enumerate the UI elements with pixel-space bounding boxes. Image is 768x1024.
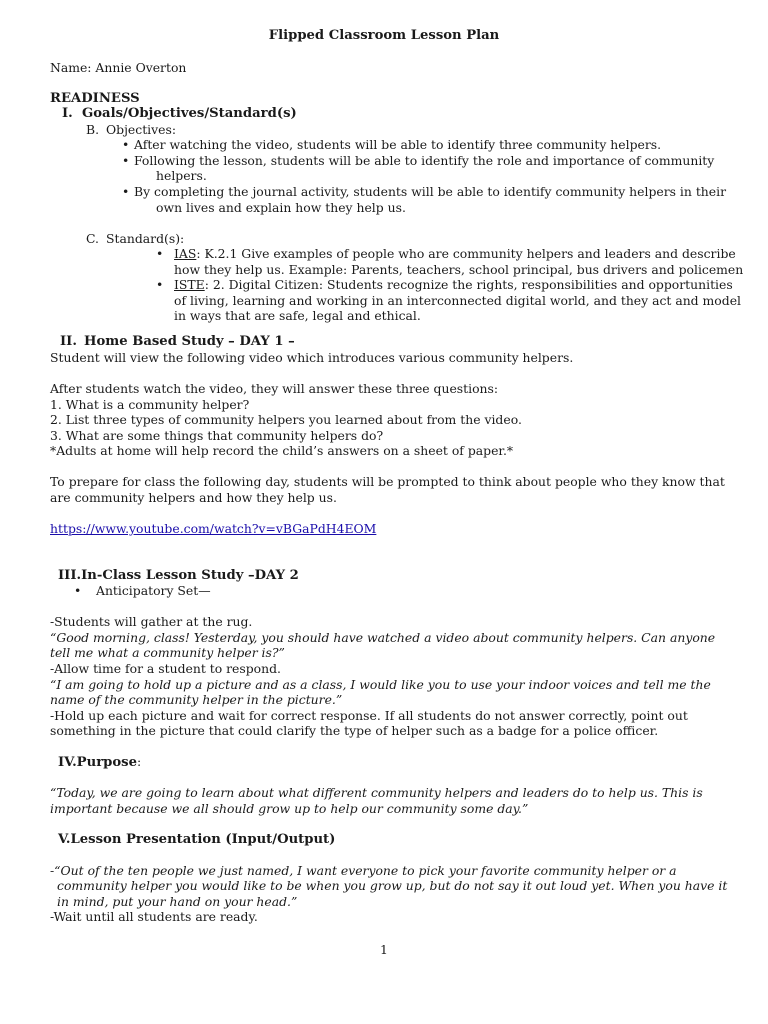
objectives-label: Objectives:	[106, 122, 177, 137]
iste-tag: ISTE	[174, 277, 205, 292]
bullet-icon: •	[74, 583, 82, 598]
question-2: 2. List three types of community helpers you learned about from the video.	[50, 412, 522, 427]
objective-1: After watching the video, students will be able to identify three community helpers.	[134, 137, 662, 152]
objective-3-cont: own lives and explain how they help us.	[156, 200, 406, 215]
iste-standard-line1	[174, 277, 733, 293]
adult-note: *Adults at home will help record the child’s answers on a sheet of paper.*	[50, 443, 514, 458]
section-2-title: Home Based Study – DAY 1 –	[84, 334, 295, 349]
bullet-icon: •	[122, 184, 130, 199]
objective-2: Following the lesson, students will be able to identify the role and importance of community	[134, 153, 715, 168]
section-2-intro: Student will view the following video which introduces various community helpers.	[50, 350, 574, 365]
presentation-line-2: community helper you would like to be when you grow up, but do not say it out loud yet. When you have it	[57, 878, 728, 893]
page-number: 1	[380, 942, 388, 957]
lesson-line: -Hold up each picture and wait for correct response. If all students do not answer correctly, point out	[50, 708, 688, 723]
bullet-icon: •	[122, 137, 130, 152]
section-1-title: Goals/Objectives/Standard(s)	[82, 106, 297, 121]
questions-intro: After students watch the video, they will answer these three questions:	[50, 381, 499, 396]
standards-label: Standard(s):	[106, 231, 185, 246]
teacher-quote: “I am going to hold up a picture and as a class, I would like you to use your indoor voices and tell me the	[50, 677, 711, 692]
iste-text: : 2. Digital Citizen: Students recognize the rights, responsibilities and opportunities	[204, 277, 733, 292]
iste-standard-line3: in ways that are safe, legal and ethical.	[174, 308, 421, 323]
lesson-line: something in the picture that could clarify the type of helper such as a badge for a police officer.	[50, 723, 659, 738]
ias-standard-line2: how they help us. Example: Parents, teachers, school principal, bus drivers and policemen	[174, 262, 744, 277]
section-4-heading	[58, 754, 141, 771]
purpose-quote-2: important because we all should grow up to help our community some day.”	[50, 801, 529, 816]
question-1: 1. What is a community helper?	[50, 397, 250, 412]
section-2-numeral: II.	[60, 334, 77, 349]
teacher-quote: “Good morning, class! Yesterday, you should have watched a video about community helpers. Can anyone	[50, 630, 716, 645]
standards-letter: C.	[86, 231, 99, 246]
question-3: 3. What are some things that community helpers do?	[50, 428, 384, 443]
prepare-line-1: To prepare for class the following day, students will be prompted to think about people who they know that	[50, 474, 725, 489]
video-link[interactable]: https://www.youtube.com/watch?v=vBGaPdH4EOM	[50, 521, 377, 536]
section-1-numeral: I.	[62, 106, 73, 121]
readiness-heading: READINESS	[50, 91, 140, 106]
teacher-quote: tell me what a community helper is?”	[50, 645, 285, 660]
bullet-icon: •	[156, 277, 164, 292]
lesson-line: -Allow time for a student to respond.	[50, 661, 281, 676]
section-3-title: III.In-Class Lesson Study –DAY 2	[58, 568, 299, 583]
anticipatory-set: Anticipatory Set—	[96, 583, 211, 598]
presentation-line-4: -Wait until all students are ready.	[50, 909, 258, 924]
author-name: Name: Annie Overton	[50, 60, 187, 75]
section-4-colon: :	[136, 754, 142, 769]
section-4-title: IV.Purpose	[58, 755, 137, 770]
objective-2-cont: helpers.	[156, 168, 207, 183]
section-5-title: V.Lesson Presentation (Input/Output)	[58, 832, 336, 847]
ias-standard-line1	[174, 246, 736, 262]
iste-standard-line2: of living, learning and working in an interconnected digital world, and they act and model	[174, 293, 741, 308]
teacher-quote: name of the community helper in the picture.”	[50, 692, 343, 707]
lesson-line: -Students will gather at the rug.	[50, 614, 253, 629]
page-title: Flipped Classroom Lesson Plan	[268, 28, 500, 43]
bullet-icon: •	[122, 153, 130, 168]
bullet-icon: •	[156, 246, 164, 261]
objective-3: By completing the journal activity, students will be able to identify community helpers in their	[134, 184, 726, 199]
ias-tag: IAS	[174, 246, 197, 261]
prepare-line-2: are community helpers and how they help us.	[50, 490, 337, 505]
presentation-line-1: -“Out of the ten people we just named, I want everyone to pick your favorite community helper or a	[50, 863, 677, 878]
ias-text: : K.2.1 Give examples of people who are community helpers and leaders and describe	[196, 246, 736, 261]
purpose-quote-1: “Today, we are going to learn about what different community helpers and leaders do to help us. This is	[50, 785, 703, 800]
objectives-letter: B.	[86, 122, 100, 137]
presentation-line-3: in mind, put your hand on your head.”	[57, 894, 298, 909]
